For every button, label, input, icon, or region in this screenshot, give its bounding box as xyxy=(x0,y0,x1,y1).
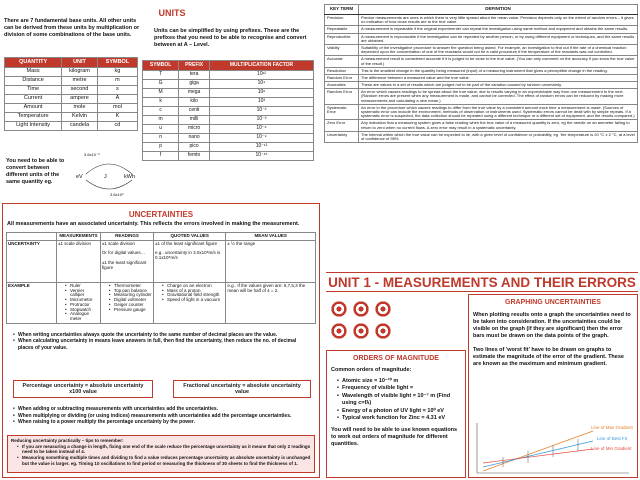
definition: An error which causes readings to be spread about the true value, due to results varying in an unpredictable way from one measurement to the next. (Random errors are present when any measurement is made, and cannot be corrected. The effect of random errors can be reduced by making more measurements and calculating a new mean.) xyxy=(359,89,638,105)
oom-outro: You will need to be able to use known equations to work out orders of magnitude for different quantities. xyxy=(331,426,458,447)
graphing-uncertainties-section xyxy=(468,294,638,478)
fractional-formula: Fractional uncertainty = absolute uncertainty value xyxy=(173,380,311,398)
example-item: • Pressure gauge xyxy=(109,308,152,313)
base-unit-cell: candela xyxy=(62,122,98,131)
definition-row xyxy=(325,44,638,55)
tips-box xyxy=(7,435,315,473)
example-item: • Top pan balance xyxy=(109,289,152,294)
definition-row xyxy=(325,33,638,44)
base-unit-cell: s xyxy=(97,86,137,95)
definition: The difference between a measured value and the true value. xyxy=(359,74,638,81)
definition: A measurement is reproducible if the investigation can be repeated by another person, or by using different equipment or techniques, and the same results are obtained. xyxy=(359,33,638,44)
cycle-right: kWh xyxy=(124,174,135,180)
rule-item: • When calculating uncertainty in means leave answers in full, then find the uncertainty, then reduce the no. of decimal places of your value. xyxy=(13,338,313,351)
col-prefix: PREFIX xyxy=(179,61,210,71)
best-fit-line xyxy=(483,441,593,467)
quoted-line-2: e.g.. uncertainty in 3.0x10⁸m/s is 0.1x10⁸m/s xyxy=(155,250,221,261)
unit-banner: UNIT 1 - MEASUREMENTS AND THEIR ERRORS xyxy=(326,272,638,292)
example-item: • Speed of light in a vacuum xyxy=(162,298,224,303)
example-item: • Gravitational field strength xyxy=(162,293,224,298)
base-unit-row xyxy=(5,122,138,131)
prefix-row xyxy=(143,98,314,107)
prefix-cell: pico xyxy=(179,143,210,152)
prefix-cell: centi xyxy=(179,107,210,116)
prefix-cell: 10⁻² xyxy=(210,107,314,116)
prefix-cell: u xyxy=(143,125,179,134)
col-symbol: SYMBOL xyxy=(97,58,137,68)
example-item: • Protractor xyxy=(65,303,99,308)
row-uncertainty-label: UNCERTAINTY xyxy=(7,241,57,283)
prefix-cell: p xyxy=(143,143,179,152)
definition-row xyxy=(325,120,638,131)
error-bars xyxy=(503,439,578,467)
base-unit-cell: Light Intensity xyxy=(5,122,62,131)
prefix-cell: k xyxy=(143,98,179,107)
graphing-title: GRAPHING UNCERTAINTIES xyxy=(505,299,601,306)
example-quoted-list xyxy=(162,284,224,303)
key-term: Precision xyxy=(325,15,359,26)
example-item: • Digital voltmeter xyxy=(109,298,152,303)
prefix-cell: c xyxy=(143,107,179,116)
legend-min: Line of Min Gradient xyxy=(591,446,632,451)
prefix-row xyxy=(143,152,314,161)
base-unit-row xyxy=(5,113,138,122)
definition: An error in the procedure which causes readings to differ from the true value by a consistent amount each time a measurement is made. (Sources of systematic error can include the environment, methods of observation or instruments used. Systematic errors cannot be dealt with by simple repeats. If a systematic error is suspected, the data collection should be repeated using a different technique or a different set of equipment, and the results compared.) xyxy=(359,104,638,120)
prefix-cell: nano xyxy=(179,134,210,143)
base-unit-row xyxy=(5,77,138,86)
key-term: Resolution xyxy=(325,67,359,74)
key-term: Validity xyxy=(325,44,359,55)
col-definition: DEFINITION xyxy=(359,5,638,15)
col-unit: UNIT xyxy=(62,58,98,68)
oom-item: • Typical work function for Zinc = 4.31 eV xyxy=(337,415,461,422)
tips-title: Reducing uncertainty practically – tips to remember: xyxy=(11,438,124,443)
definition: Precise measurements are ones in which there is very little spread about the mean value. Precision depends only on the extent of random errors – it gives no indication of how close results are to the true value. xyxy=(359,15,638,26)
base-unit-cell: metre xyxy=(62,77,98,86)
cycle-top: 3.6x10⁻⁶ xyxy=(84,152,100,157)
prefix-cell: 10⁹ xyxy=(210,80,314,89)
prefix-cell: 10⁻¹² xyxy=(210,143,314,152)
base-unit-cell: ampere xyxy=(62,95,98,104)
example-item: • Mass of a proton xyxy=(162,289,224,294)
base-unit-cell: Temperature xyxy=(5,113,62,122)
orders-of-magnitude-section xyxy=(326,350,466,478)
prefix-row xyxy=(143,116,314,125)
oom-intro: Common orders of magnitude: xyxy=(331,367,412,373)
key-term: Repeatable xyxy=(325,26,359,33)
prefix-row xyxy=(143,89,314,98)
prefix-cell: 10¹² xyxy=(210,71,314,80)
prefix-cell: femto xyxy=(179,152,210,161)
oom-title: ORDERS OF MAGNITUDE xyxy=(353,355,439,362)
base-unit-cell: Current xyxy=(5,95,62,104)
key-term: Anomalies xyxy=(325,82,359,89)
key-term: Accurate xyxy=(325,56,359,67)
prefix-cell: tera xyxy=(179,71,210,80)
prefix-cell: G xyxy=(143,80,179,89)
read-line-3: ±1 the least significant figure xyxy=(101,259,147,270)
base-unit-cell: m xyxy=(97,77,137,86)
target-icon-6 xyxy=(374,322,392,340)
definition-row xyxy=(325,15,638,26)
example-item: • Charge on an electron xyxy=(162,284,224,289)
definition: A measurement result is considered accurate if it is judged to be close to the true value. (You can only comment on the accuracy if you know the true value of the result.) xyxy=(359,56,638,67)
prefix-cell: giga xyxy=(179,80,210,89)
cycle-bottom: 3.6x10⁶ xyxy=(110,192,124,197)
base-units-table xyxy=(4,57,138,131)
definition-row xyxy=(325,74,638,81)
units-section xyxy=(2,2,320,200)
read-line-1: ±1 scale division xyxy=(101,241,135,246)
uncertainties-intro: All measurements have an associated uncertainty. This reflects the errors involved in making the measurement. xyxy=(7,221,300,227)
key-term: Systematic Error xyxy=(325,104,359,120)
prefix-cell: mega xyxy=(179,89,210,98)
definition: This is the smallest change in the quantity being measured (input) of a measuring instrument that gives a perceptible change in the reading. xyxy=(359,67,638,74)
definition-row xyxy=(325,56,638,67)
uncertainty-rules-2 xyxy=(13,406,313,426)
base-unit-cell: kilogram xyxy=(62,68,98,77)
rule-item: • When multiplying or dividing (or using indices) measurements with uncertainties add the percentage uncertainties. xyxy=(13,413,313,420)
key-term: Random Error xyxy=(325,74,359,81)
prefix-cell: m xyxy=(143,116,179,125)
col-mean: MEAN VALUES xyxy=(226,233,316,241)
example-item: • Measuring cylinder xyxy=(109,293,152,298)
base-unit-cell: Distance xyxy=(5,77,62,86)
col-factor: MULTIPLICATION FACTOR xyxy=(210,61,314,71)
mean-uncertainty: ± ½ the range xyxy=(226,241,316,283)
base-unit-cell: Time xyxy=(5,86,62,95)
base-unit-cell: kg xyxy=(97,68,137,77)
prefix-cell: 10³ xyxy=(210,98,314,107)
prefix-cell: 10⁻¹⁵ xyxy=(210,152,314,161)
definition-row xyxy=(325,131,638,142)
meas-uncertainty: ±1 scale division xyxy=(57,241,101,283)
target-icon-4 xyxy=(330,322,348,340)
target-icon-1 xyxy=(330,300,348,318)
prefix-cell: 10⁻⁹ xyxy=(210,134,314,143)
legend-max: Line of Max Gradient xyxy=(591,425,633,430)
quoted-uncertainty xyxy=(154,241,226,283)
prefix-cell: T xyxy=(143,71,179,80)
key-term: Uncertainty xyxy=(325,131,359,142)
base-unit-cell: Kelvin xyxy=(62,113,98,122)
example-item: • Analogue meter xyxy=(65,312,99,321)
example-item: • Geiger counter xyxy=(109,303,152,308)
prefix-row xyxy=(143,125,314,134)
tip-item: • Measuring something multiple times and dividing to find a value reduces percentage uncertainty as absolute uncertainty is unchanged but the value is larger. eg. Timing 10 oscillations to find period or measuring the thickness of 30 sheets to find the thickness of 1. xyxy=(17,455,311,466)
tips-list xyxy=(17,444,311,467)
example-item: • Ruler xyxy=(65,284,99,289)
definition: Suitability of the investigative procedure to answer the question being asked. For example, an investigation to find out if the rate of a chemical reaction depended upon the concentration of one of the reactants would not be a valid procedure if the temperature of the reactants was not controlled. xyxy=(359,44,638,55)
example-item: • Stopwatch xyxy=(65,308,99,313)
prefix-row xyxy=(143,143,314,152)
base-unit-row xyxy=(5,68,138,77)
uncertainties-section xyxy=(2,203,320,478)
conversion-cycle xyxy=(74,152,144,200)
definition: The interval within which the true value can be expected to lie, with a given level of confidence or probability, eg. 'the temperature is 20 °C ± 2 °C, at a level of confidence of 95%. xyxy=(359,131,638,142)
prefix-row xyxy=(143,107,314,116)
base-unit-row xyxy=(5,86,138,95)
uncertainties-title: UNCERTAINTIES xyxy=(128,210,194,219)
row-example-label: EXAMPLE xyxy=(7,283,57,324)
tip-item: • If you are measuring a change in length, fixing one end of the scale reduce the percentage uncertainty as it means that only 2 readings need to be taken instead of 4. xyxy=(17,444,311,455)
base-unit-cell: mole xyxy=(62,104,98,113)
base-unit-cell: Mass xyxy=(5,68,62,77)
col-measurements: MEASUREMENTS xyxy=(57,233,101,241)
cycle-mid: J xyxy=(104,174,107,180)
oom-item: • Atomic size = 10⁻¹⁰ m xyxy=(337,378,461,385)
base-unit-row xyxy=(5,104,138,113)
col-quoted: QUOTED VALUES xyxy=(154,233,226,241)
base-unit-cell: cd xyxy=(97,122,137,131)
target-icon-3 xyxy=(374,300,392,318)
base-unit-cell: K xyxy=(97,113,137,122)
uncertainty-rules-1 xyxy=(13,332,313,352)
base-unit-cell: Amount xyxy=(5,104,62,113)
prefix-intro: Units can be simplified by using prefixes. These are the prefixes that you need to be able to recognise and convert between at A – Level. xyxy=(154,28,307,49)
oom-item: • Wavelength of visible light = 10⁻⁷ m (Find using c=fλ) xyxy=(337,393,461,408)
percentage-formula: Percentage uncertainty = absolute uncertainty x100 value xyxy=(13,380,153,398)
read-line-2: Or for digital values… xyxy=(101,250,146,256)
prefix-cell: micro xyxy=(179,125,210,134)
mean-example: e.g.. If the values given are: 6,7,5,3 the mean will be half of 4 = 2. xyxy=(226,283,316,324)
quoted-line-1: ±1 of the least significant figure xyxy=(155,241,218,246)
definitions-table xyxy=(324,4,638,143)
rule-item: • When writing uncertainties always quote the uncertainty to the same number of decimal places are the value. xyxy=(13,332,313,339)
units-intro: There are 7 fundamental base units. All other units can be derived from these units by multiplication or division of some combinations of the base units. xyxy=(4,18,140,39)
prefix-table xyxy=(142,60,314,161)
oom-list xyxy=(337,378,461,423)
graphing-p2: Two lines of 'worst fit' have to be drawn on graphs to estimate the magnitude of the error of the gradient. These are known as the maximum and minimum gradient. xyxy=(473,346,624,367)
col-key-term: KEY TERM xyxy=(325,5,359,15)
convert-note: You need to be able to convert between different units of the same quantity eg. xyxy=(6,158,65,186)
gradient-graph xyxy=(473,421,633,477)
definition: Any indication that a measuring system gives a false reading when the true value of a measured quantity is zero, eg the needle on an ammeter failing to return to zero when no current flows. A zero error may result in a systematic uncertainty. xyxy=(359,120,638,131)
legend-best: Line of Best Fit xyxy=(597,436,628,441)
prefix-cell: milli xyxy=(179,116,210,125)
oom-item: • Energy of a photon of UV light = 10⁰ eV xyxy=(337,408,461,415)
graphing-p1: When plotting results onto a graph the uncertainties need to be taken into consideration. If the uncertainties could be visible on the graph (if they are significant) then the error bars must be drawn on the data points of the graph. xyxy=(473,312,631,340)
prefix-row xyxy=(143,80,314,89)
definition-row xyxy=(325,89,638,105)
prefix-cell: M xyxy=(143,89,179,98)
definition: These are values in a set of results which are judged not to be part of the variation caused by random uncertainty. xyxy=(359,82,638,89)
prefix-row xyxy=(143,134,314,143)
base-unit-cell: second xyxy=(62,86,98,95)
prefix-cell: 10⁶ xyxy=(210,89,314,98)
col-blank xyxy=(7,233,57,241)
col-prefix-symbol: SYMBOL xyxy=(143,61,179,71)
example-item: • Thermometer xyxy=(109,284,152,289)
prefix-cell: f xyxy=(143,152,179,161)
cycle-left: eV xyxy=(76,174,83,180)
definition-row xyxy=(325,67,638,74)
base-unit-cell: A xyxy=(97,95,137,104)
key-term: Reproducible xyxy=(325,33,359,44)
example-read-list xyxy=(109,284,152,312)
example-meas-list xyxy=(65,284,99,322)
definition-row xyxy=(325,26,638,33)
units-title: UNITS xyxy=(158,8,186,18)
prefix-row xyxy=(143,71,314,80)
target-icon-5 xyxy=(352,322,370,340)
col-quantity: QUANTITY xyxy=(5,58,62,68)
rule-item: • When raising to a power multiply the percentage uncertainty by the power. xyxy=(13,419,313,426)
key-term: Random Error xyxy=(325,89,359,105)
readings-uncertainty xyxy=(100,241,153,283)
prefix-cell: 10⁻³ xyxy=(210,116,314,125)
base-unit-row xyxy=(5,95,138,104)
oom-item: • Frequency of visible light = xyxy=(337,385,461,392)
definition-row xyxy=(325,104,638,120)
example-item: • Micrometre xyxy=(65,298,99,303)
definition: A measurement is repeatable if the original experimenter can repeat the investigation using same method and equipment and obtains the same results. xyxy=(359,26,638,33)
uncertainty-table xyxy=(6,232,316,324)
prefix-cell: n xyxy=(143,134,179,143)
prefix-cell: 10⁻⁶ xyxy=(210,125,314,134)
key-term: Zero Error xyxy=(325,120,359,131)
example-item: • Vernier calliper xyxy=(65,289,99,298)
prefix-cell: kilo xyxy=(179,98,210,107)
target-icon-2 xyxy=(352,300,370,318)
base-unit-cell: mol xyxy=(97,104,137,113)
definition-row xyxy=(325,82,638,89)
col-readings: READINGS xyxy=(100,233,153,241)
rule-item: • When adding or subtracting measurements with uncertainties add the uncertainties. xyxy=(13,406,313,413)
